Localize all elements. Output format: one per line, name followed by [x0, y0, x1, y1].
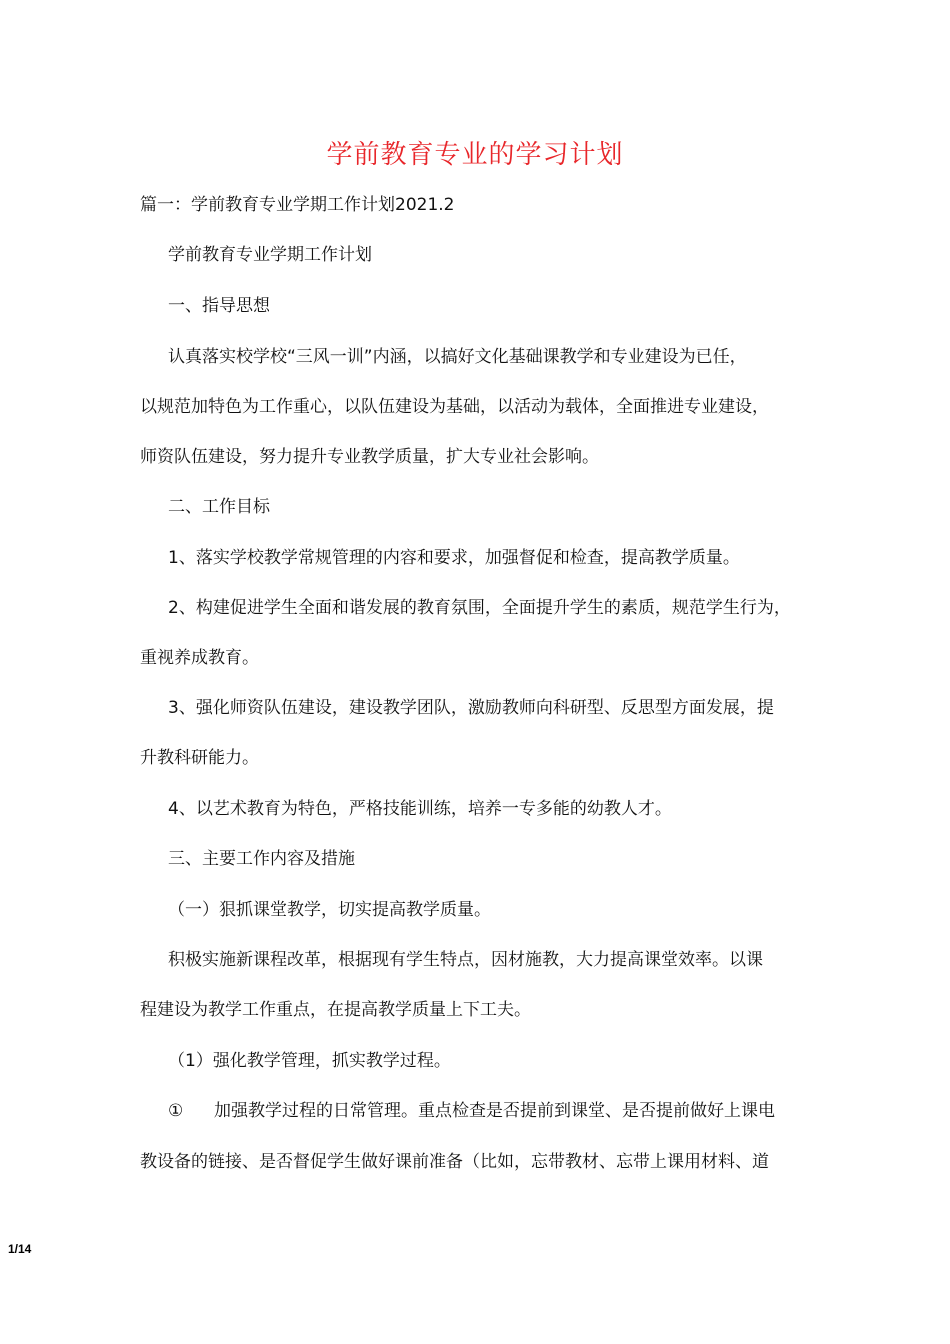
subsection-item-title: （1）强化教学管理，抓实教学过程。 — [168, 1051, 451, 1071]
goal-item: 4、以艺术教育为特色，严格技能训练，培养一专多能的幼教人才。 — [168, 799, 672, 819]
goal-item-continued: 升教科研能力。 — [140, 748, 259, 768]
document-title: 学前教育专业的学习计划 — [326, 140, 624, 170]
paragraph-line: 积极实施新课程改革，根据现有学生特点，因材施教，大力提高课堂效率。以课 — [168, 950, 763, 970]
plan-heading: 学前教育专业学期工作计划 — [168, 245, 372, 265]
section-title-guiding-ideology: 一、指导思想 — [168, 296, 270, 316]
paragraph-line: 认真落实校学校“三风一训”内涵，以搞好文化基础课教学和专业建设为已任， — [168, 347, 747, 367]
page-number: 1/14 — [8, 1242, 32, 1256]
list-item-line: 加强教学过程的日常管理。重点检查是否提前到课堂、是否提前做好上课电 — [214, 1101, 775, 1121]
section-title-work-goals: 二、工作目标 — [168, 497, 270, 517]
chapter-heading: 篇一：学前教育专业学期工作计划2021.2 — [140, 195, 455, 215]
list-marker: ① — [168, 1101, 184, 1121]
list-item-line: 教设备的链接、是否督促学生做好课前准备（比如，忘带教材、忘带上课用材料、道 — [140, 1152, 769, 1172]
paragraph-line: 师资队伍建设，努力提升专业教学质量，扩大专业社会影响。 — [140, 447, 599, 467]
paragraph-line: 以规范加特色为工作重心，以队伍建设为基础，以活动为载体，全面推进专业建设， — [140, 397, 769, 417]
goal-item: 1、落实学校教学常规管理的内容和要求，加强督促和检查，提高教学质量。 — [168, 548, 740, 568]
goal-item: 3、强化师资队伍建设，建设教学团队，激励教师向科研型、反思型方面发展，提 — [168, 698, 774, 718]
section-title-main-work: 三、主要工作内容及措施 — [168, 849, 355, 869]
paragraph-line: 程建设为教学工作重点，在提高教学质量上下工夫。 — [140, 1000, 531, 1020]
goal-item-continued: 重视养成教育。 — [140, 648, 259, 668]
goal-item: 2、构建促进学生全面和谐发展的教育氛围，全面提升学生的素质，规范学生行为， — [168, 598, 791, 618]
subsection-title: （一）狠抓课堂教学，切实提高教学质量。 — [168, 900, 491, 920]
